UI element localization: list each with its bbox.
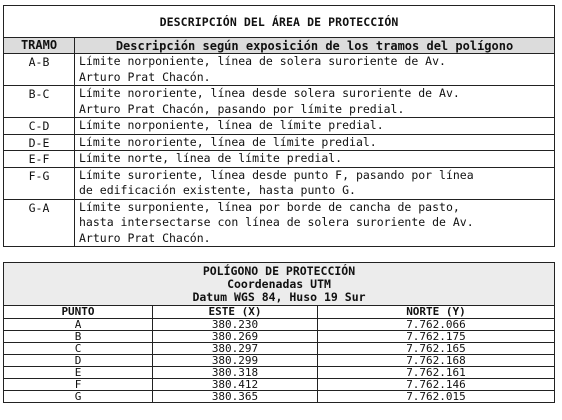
polygon-title-line: POLÍGONO DE PROTECCIÓN [202, 264, 356, 278]
description-cell [75, 167, 555, 199]
este-cell: 380.230 [153, 319, 318, 331]
tramo-cell: C-D [4, 118, 75, 135]
area-table-title: DESCRIPCIÓN DEL ÁREA DE PROTECCIÓN [4, 6, 555, 38]
punto-cell: F [4, 379, 153, 391]
punto-cell: B [4, 331, 153, 343]
norte-cell: 7.762.066 [318, 319, 555, 331]
description-line: Límite surponiente, línea por borde de cancha de pasto, [79, 199, 460, 214]
este-cell: 380.365 [153, 391, 318, 403]
punto-cell: D [4, 355, 153, 367]
description-line: Límite suroriente, línea desde punto F, pasando por línea [79, 167, 474, 182]
punto-cell: C [4, 343, 153, 355]
table-row [4, 151, 555, 168]
norte-cell: 7.762.168 [318, 355, 555, 367]
polygon-table-header [4, 306, 555, 319]
table-row [4, 367, 555, 379]
description-line: Límite norponiente, línea de solera suroriente de Av. [79, 54, 446, 68]
protection-area-table [3, 5, 555, 247]
polygon-table-title [4, 263, 555, 306]
description-cell: Límite norponiente, línea de límite predial. [75, 118, 555, 135]
description-line: de edificación existente, hasta punto G. [79, 183, 356, 197]
description-line: Arturo Prat Chacón. [79, 230, 211, 245]
tramo-cell: E-F [4, 151, 75, 168]
polygon-datum-line: Datum WGS 84, Huso 19 Sur [192, 290, 366, 304]
table-row [4, 167, 555, 199]
punto-cell: G [4, 391, 153, 403]
norte-cell: 7.762.015 [318, 391, 555, 403]
description-cell [75, 199, 555, 247]
description-header: Descripción según exposición de los tramos del polígono [75, 38, 555, 54]
description-line: Límite nororiente, línea desde solera suroriente de Av. [79, 86, 460, 100]
description-cell [75, 54, 555, 86]
norte-cell: 7.762.165 [318, 343, 555, 355]
table-row [4, 118, 555, 135]
este-cell: 380.269 [153, 331, 318, 343]
norte-cell: 7.762.161 [318, 367, 555, 379]
table-row [4, 86, 555, 118]
tramo-cell: A-B [4, 54, 75, 86]
este-header: ESTE (X) [153, 306, 318, 319]
description-cell: Límite nororiente, línea de límite predial. [75, 134, 555, 151]
table-row [4, 134, 555, 151]
table-row [4, 343, 555, 355]
description-line: Arturo Prat Chacón, pasando por límite predial. [79, 101, 405, 116]
table-row [4, 379, 555, 391]
este-cell: 380.299 [153, 355, 318, 367]
norte-cell: 7.762.175 [318, 331, 555, 343]
tramo-cell: D-E [4, 134, 75, 151]
description-cell: Límite norte, línea de límite predial. [75, 151, 555, 168]
norte-header: NORTE (Y) [318, 306, 555, 319]
polygon-coordinates-table [3, 262, 555, 403]
table-row [4, 331, 555, 343]
norte-cell: 7.762.146 [318, 379, 555, 391]
punto-cell: E [4, 367, 153, 379]
description-line: Arturo Prat Chacón. [79, 69, 211, 84]
polygon-subtitle-line: Coordenadas UTM [227, 277, 331, 291]
description-line: hasta intersectarse con línea de solera suroriente de Av. [79, 215, 474, 229]
tramo-cell: B-C [4, 86, 75, 118]
tramo-header: TRAMO [4, 38, 75, 54]
table-row [4, 199, 555, 247]
table-row [4, 54, 555, 86]
tramo-cell: F-G [4, 167, 75, 199]
este-cell: 380.318 [153, 367, 318, 379]
punto-header: PUNTO [4, 306, 153, 319]
tramo-cell: G-A [4, 199, 75, 247]
este-cell: 380.297 [153, 343, 318, 355]
punto-cell: A [4, 319, 153, 331]
este-cell: 380.412 [153, 379, 318, 391]
table-row [4, 319, 555, 331]
table-row [4, 391, 555, 403]
area-table-header [4, 38, 555, 54]
description-cell [75, 86, 555, 118]
table-row [4, 355, 555, 367]
